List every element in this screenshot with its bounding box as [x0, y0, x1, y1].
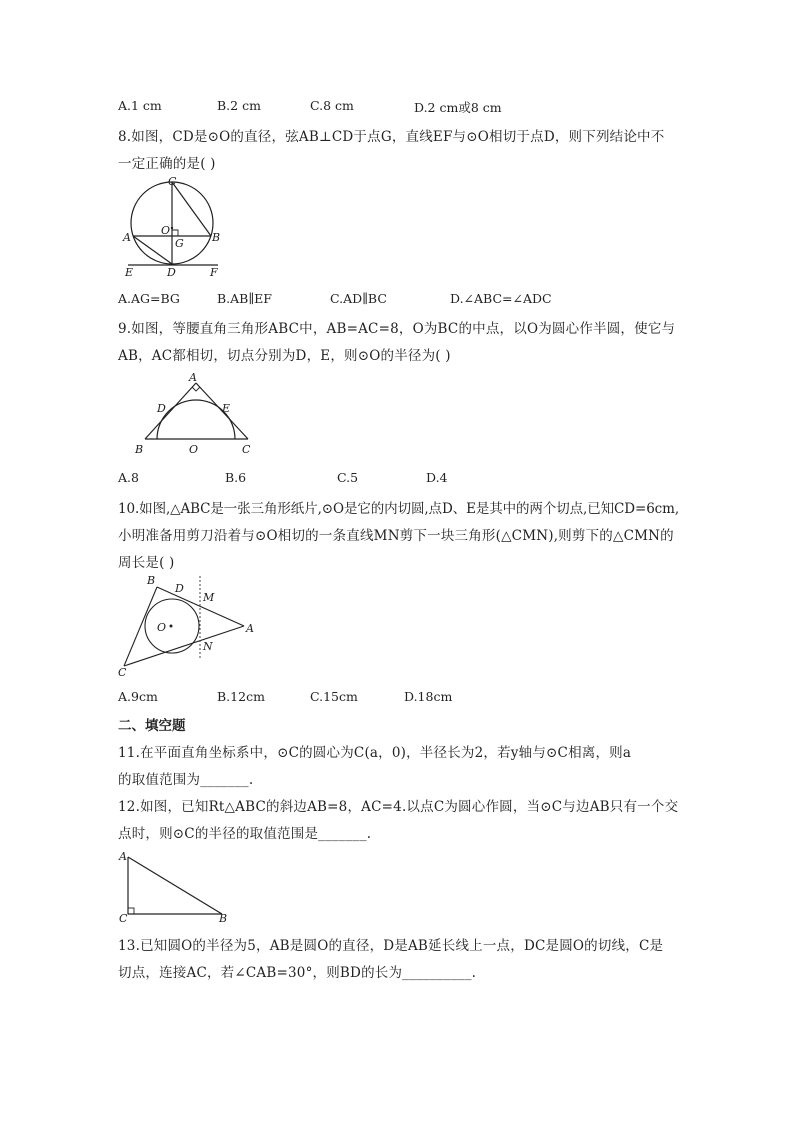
q9-figure [130, 369, 265, 459]
q7-option-b: B.2 cm [217, 98, 261, 113]
q8-figure [118, 176, 228, 280]
q8-fig-label-g: G [175, 237, 184, 250]
q9-option-a: A.8 [118, 470, 139, 485]
q12-fig-label-b: B [219, 912, 228, 924]
q12-fig-label-c: C [119, 912, 128, 924]
q9-option-d: D.4 [426, 470, 448, 485]
q9-text-line1: 9.如图，等腰直角三角形ABC中，AB=AC=8，O为BC的中点，以O为圆心作半圆，使它与 [118, 321, 676, 337]
q8-fig-label-e: E [125, 266, 134, 279]
q13-text-line1: 13.已知圆O的半径为5，AB是圆O的直径，D是AB延长线上一点，DC是圆O的切线，C是 [118, 938, 664, 954]
q8-option-b: B.AB∥EF [217, 291, 272, 306]
q10-fig-label-m: M [203, 591, 215, 604]
q8-fig-label-c: C [168, 176, 177, 188]
q8-fig-label-b: B [212, 231, 221, 244]
q7-option-c: C.8 cm [310, 98, 354, 113]
q10-figure [112, 570, 262, 682]
q8-fig-label-d: D [167, 266, 176, 279]
q12-figure [116, 848, 236, 924]
q8-option-c: C.AD∥BC [330, 291, 387, 306]
q10-option-b: B.12cm [217, 689, 265, 704]
q10-option-a: A.9cm [118, 689, 158, 704]
q12-fig-label-a: A [119, 850, 127, 863]
q8-fig-label-f: F [210, 266, 218, 279]
q10-fig-label-b: B [147, 574, 156, 587]
q12-text-line2: 点时，则⊙C的半径的取值范围是_______. [118, 826, 372, 842]
q7-option-a: A.1 cm [118, 98, 162, 113]
q9-fig-label-b: B [135, 443, 144, 456]
q8-fig-label-o: O [161, 224, 171, 237]
q10-fig-label-o: O [157, 621, 167, 634]
q8-option-a: A.AG=BG [118, 291, 180, 306]
q10-fig-label-c: C [118, 666, 127, 679]
q8-text-line2: 一定正确的是( ) [118, 156, 216, 172]
q10-fig-label-a: A [246, 622, 254, 635]
q13-text-line2: 切点，连接AC，若∠CAB=30°，则BD的长为__________. [118, 965, 477, 981]
section-fill-in-blank-heading: 二、填空题 [118, 718, 186, 734]
q10-fig-label-n: N [203, 640, 213, 653]
q10-text-line1: 10.如图,△ABC是一张三角形纸片,⊙O是它的内切圆,点D、E是其中的两个切点,已知CD=6cm, [118, 501, 680, 517]
q9-option-b: B.6 [225, 470, 247, 485]
q10-text-line3: 周长是( ) [118, 555, 175, 571]
q11-text-line1: 11.在平面直角坐标系中，⊙C的圆心为C(a，0)，半径长为2，若y轴与⊙C相离，则a [118, 745, 632, 761]
q12-text-line1: 12.如图，已知Rt△ABC的斜边AB=8，AC=4.以点C为圆心作圆，当⊙C与边AB只有一个交 [118, 799, 679, 815]
q11-text-line2: 的取值范围为_______. [118, 772, 254, 788]
q9-fig-label-d: D [157, 402, 166, 415]
q8-text-line1: 8.如图，CD是⊙O的直径，弦AB⊥CD于点G，直线EF与⊙O相切于点D，则下列结论中不 [118, 129, 665, 145]
q9-fig-label-e: E [222, 402, 231, 415]
q9-option-c: C.5 [337, 470, 359, 485]
q9-fig-label-o: O [189, 443, 199, 456]
q10-option-c: C.15cm [310, 689, 358, 704]
q10-option-d: D.18cm [404, 689, 453, 704]
q7-option-d: D.2 cm或8 cm [414, 100, 502, 115]
q8-fig-label-a: A [123, 231, 131, 244]
q9-fig-label-a: A [189, 371, 197, 384]
q9-fig-label-c: C [242, 443, 251, 456]
q8-option-d: D.∠ABC=∠ADC [450, 291, 552, 306]
q10-text-line2: 小明准备用剪刀沿着与⊙O相切的一条直线MN剪下一块三角形(△CMN),则剪下的△CMN的 [118, 528, 674, 544]
q10-fig-label-d: D [175, 582, 184, 595]
q9-text-line2: AB，AC都相切，切点分别为D，E，则⊙O的半径为( ) [118, 348, 451, 364]
